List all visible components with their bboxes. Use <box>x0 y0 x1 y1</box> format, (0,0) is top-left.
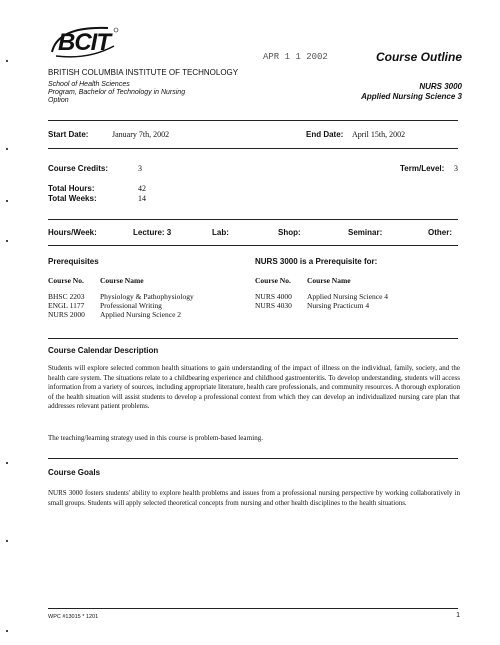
start-date-label: Start Date: <box>48 130 89 139</box>
calendar-description: Students will explore selected common health situations to gain understanding of the impact of illness on the individual, family, society, and the health care system. The situations relate to a childbearing experience and childhood gastroenteritis. To develop understanding, students will access information from a variety of sources, including appropriate literature, health care professionals, and community resources. A thorough exploration of the health situation will assist students to develop a professional context from which they can develop an individualized nursing care plan that addresses relevant patient problems. <box>48 364 460 410</box>
term-value: 3 <box>454 164 458 173</box>
prereq-for-col-no: Course No. <box>255 276 291 285</box>
program-name: Program, Bachelor of Technology in Nursing <box>48 89 186 96</box>
scan-speck <box>6 240 8 242</box>
scan-speck <box>6 60 8 62</box>
lab-hours: Lab: <box>212 228 229 237</box>
other-hours: Other: <box>428 228 452 237</box>
calendar-title: Course Calendar Description <box>48 346 159 355</box>
shop-hours: Shop: <box>278 228 301 237</box>
start-date-value: January 7th, 2002 <box>112 130 170 139</box>
course-no: NURS 4030 <box>255 301 292 310</box>
end-date-label: End Date: <box>306 130 344 139</box>
logo-text: BCIT <box>58 29 110 56</box>
total-hours-value: 42 <box>138 184 146 193</box>
prereq-for-col-name: Course Name <box>307 276 351 285</box>
total-weeks-value: 14 <box>138 194 146 203</box>
course-name: Applied Nursing Science 3 <box>361 92 462 101</box>
course-title: Applied Nursing Science 4 <box>307 292 389 301</box>
total-weeks-label: Total Weeks: <box>48 194 97 203</box>
form-number: WPC #13015 * 1201 <box>48 614 99 620</box>
divider <box>48 148 458 149</box>
term-label: Term/Level: <box>400 164 445 173</box>
table-row <box>255 292 388 301</box>
course-title: Applied Nursing Science 2 <box>100 310 182 319</box>
prereq-col-no: Course No. <box>48 276 84 285</box>
divider <box>48 245 458 246</box>
credits-value: 3 <box>138 164 142 173</box>
course-no: ENGL 1177 <box>48 301 85 310</box>
divider <box>48 608 458 609</box>
course-code: NURS 3000 <box>419 82 462 91</box>
hours-week-label: Hours/Week: <box>48 228 97 237</box>
divider <box>48 219 458 220</box>
goals-title: Course Goals <box>48 468 101 477</box>
course-no: NURS 2000 <box>48 310 85 319</box>
table-row <box>48 310 194 319</box>
option-label: Option <box>48 97 69 104</box>
divider <box>48 458 458 459</box>
school-info <box>48 81 248 105</box>
total-hours-label: Total Hours: <box>48 184 95 193</box>
course-no: BHSC 2203 <box>48 292 85 301</box>
prereq-for-list <box>255 292 388 310</box>
table-row <box>255 301 388 310</box>
teaching-strategy: The teaching/learning strategy used in this course is problem-based learning. <box>48 434 263 442</box>
goals-description: NURS 3000 fosters students' ability to explore health problems and issues from a professional nursing perspective by working collaboratively in small groups. Students will apply selected theoretical concepts from nursing and other health disciplines to the health situations. <box>48 489 460 507</box>
lecture-hours: Lecture: 3 <box>133 228 172 237</box>
course-title: Professional Writing <box>100 301 162 310</box>
credits-label: Course Credits: <box>48 164 109 173</box>
scan-speck <box>6 200 8 202</box>
seminar-hours: Seminar: <box>348 228 383 237</box>
prerequisites-title: Prerequisites <box>48 257 99 266</box>
divider <box>48 338 458 339</box>
course-no: NURS 4000 <box>255 292 292 301</box>
scan-speck <box>6 148 8 150</box>
received-stamp: APR 1 1 2002 <box>263 52 328 62</box>
table-row <box>48 292 194 301</box>
page-number: 1 <box>456 612 460 619</box>
table-row <box>48 301 194 310</box>
prereq-list <box>48 292 194 319</box>
prereq-for-title: NURS 3000 is a Prerequisite for: <box>255 257 378 266</box>
school-name: School of Health Sciences <box>48 81 130 88</box>
doc-title: Course Outline <box>375 50 462 64</box>
scan-speck <box>6 462 8 464</box>
end-date-value: April 15th, 2002 <box>352 130 406 139</box>
scan-speck <box>6 630 8 632</box>
scan-speck <box>6 540 8 542</box>
prereq-col-name: Course Name <box>100 276 144 285</box>
course-title: Nursing Practicum 4 <box>307 301 370 310</box>
course-title: Physiology & Pathophysiology <box>100 292 194 301</box>
divider <box>48 120 458 121</box>
institute-name: BRITISH COLUMBIA INSTITUTE OF TECHNOLOGY <box>48 68 239 77</box>
